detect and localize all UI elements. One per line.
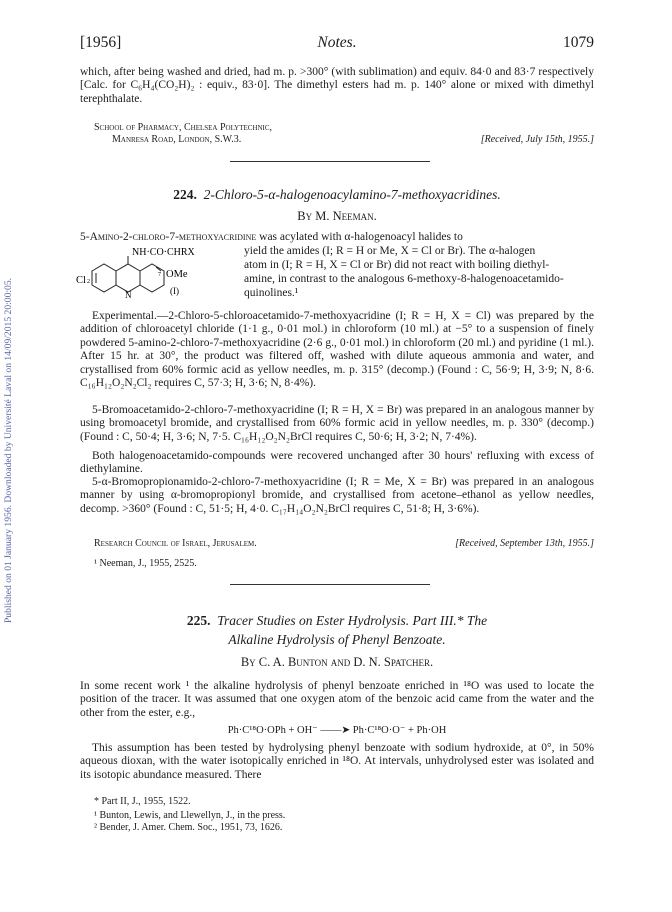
header-page-number: 1079 bbox=[563, 34, 594, 51]
structure-chlorine-label: Cl bbox=[76, 275, 86, 286]
note-224-experimental-1: Experimental.—2-Chloro-5-chloroacetamido-7-methoxyacridine (I; R = H, X = Cl) was prepared by the addition of chloroacetyl chloride (1·1 g., 0·01 mol.) in chloroform (10 ml.) at −5° to a suspension of finely powdered 5-amino-2-chloro-7-methoxyacridine (2·6 g., 0·01 mol.) in chloroform (20 ml.) and pyridine (1 ml.). After 15 hr. at 30°, the product was filtered off, washed with dilute aqueous ammonia and water, and crystallised from 60% formic acid as yellow needles, m. p. 315° (decomp.) (Found : C, 56·9; H, 3·9; N, 8·6. C₁₆H₁₂O₂N₂Cl₂ requires C, 57·3; H, 3·6; N, 8·4%). bbox=[80, 310, 594, 390]
note-225-footnote-1: ¹ Bunton, Lewis, and Llewellyn, J., in the press. bbox=[94, 810, 286, 821]
note-224-affiliation: Research Council of Israel, Jerusalem. bbox=[94, 538, 257, 549]
structure-substituent-label: NH·CO·CHRX bbox=[132, 247, 195, 258]
note-224-wrap-line-2: atom in (I; R = H, X = Cl or Br) did not react with boiling diethyl- bbox=[244, 259, 550, 271]
header-year: [1956] bbox=[80, 34, 122, 51]
note-225-footnote-2: ² Bender, J. Amer. Chem. Soc., 1951, 73, 1626. bbox=[94, 822, 283, 833]
previous-note-affiliation-1: School of Pharmacy, Chelsea Polytechnic, bbox=[94, 122, 273, 133]
note-225-footnote-star: * Part II, J., 1955, 1522. bbox=[94, 796, 191, 807]
header-section: Notes. bbox=[317, 34, 357, 51]
structure-position-2: 2 bbox=[87, 279, 90, 285]
previous-note-text: which, after being washed and dried, had m. p. >300° (with sublimation) and equiv. 84·0 and 83·7 respectively [Calc. for C₆H₄(CO₂H)₂ : equiv., 83·0]. The dimethyl esters had m. p. 140° alone or mixed with dimethyl terephthalate. bbox=[80, 66, 594, 105]
note-224-number: 224. bbox=[173, 187, 197, 202]
note-225-authors: By C. A. Bunton and D. N. Spatcher. bbox=[240, 655, 434, 669]
note-225-title-line-2: Alkaline Hydrolysis of Phenyl Benzoate. bbox=[228, 632, 446, 647]
section-divider-2 bbox=[230, 584, 430, 585]
note-224-intro-compound: 5-Amino-2-chloro-7-methoxyacridine bbox=[80, 231, 257, 243]
note-225-paragraph-2: This assumption has been tested by hydrolysing phenyl benzoate with sodium hydroxide, at 0°, in 50% aqueous dioxan, with the water isotopically enriched in ¹⁸O. At intervals, unhydrolysed ester was isolated and its isotopic abundance measured. There bbox=[80, 742, 594, 781]
note-225-paragraph-1: In some recent work ¹ the alkaline hydrolysis of phenyl benzoate enriched in ¹⁸O was used to locate the position of the tracer. It was assumed that one oxygen atom of the benzoic acid came from the water and the other from the ester, e.g., bbox=[80, 680, 594, 719]
note-224-experimental-4: 5-α-Bromopropionamido-2-chloro-7-methoxyacridine (I; R = Me, X = Br) was prepared in an analogous manner by using α-bromopropionyl bromide, and crystallised from acetone–ethanol as yellow needles, decomp. >360° (Found : C, 51·5; H, 4·0. C₁₇H₁₄O₂N₂BrCl requires C, 51·8; H, 3·6%). bbox=[80, 476, 594, 515]
note-225-number: 225. bbox=[186, 613, 211, 628]
note-224-intro-text: was acylated with α-halogenoacyl halides to bbox=[256, 231, 463, 243]
note-224-received: [Received, September 13th, 1955.] bbox=[455, 538, 594, 549]
note-224-author: By M. Neeman. bbox=[297, 209, 377, 223]
previous-note-affiliation-2: Manresa Road, London, S.W.3. bbox=[112, 134, 242, 145]
note-224-wrap-line-1: yield the amides (I; R = H or Me, X = Cl or Br). The α-halogen bbox=[244, 245, 536, 257]
note-224-wrap-line-4: quinolines.¹ bbox=[244, 287, 299, 299]
note-224-experimental-2: 5-Bromoacetamido-2-chloro-7-methoxyacridine (I; R = H, X = Br) was prepared in an analogous manner by using bromoacetyl bromide, and crystallised from 60% formic acid in yellow needles, m. p. 330° (decomp.) (Found : C, 50·4; H, 3·6; N, 7·5. C₁₆H₁₂O₂N₂BrCl requires C, 50·6; H, 3·2; N, 7·4%). bbox=[80, 404, 594, 443]
note-224-heading bbox=[80, 186, 594, 203]
structure-position-7: 7 bbox=[158, 272, 161, 278]
note-224-intro bbox=[80, 231, 594, 244]
previous-note-received: [Received, July 15th, 1955.] bbox=[480, 134, 594, 145]
acridine-structure-diagram bbox=[72, 244, 222, 306]
previous-note-tail bbox=[80, 66, 594, 106]
section-divider bbox=[230, 161, 430, 162]
note-225-equation: Ph·C¹⁸O·OPh + OH⁻ ——➤ Ph·C¹⁸O·O⁻ + Ph·OH bbox=[227, 725, 447, 736]
note-225-heading bbox=[80, 612, 594, 629]
note-224-title: 2-Chloro-5-α-halogenoacylamino-7-methoxyacridines. bbox=[203, 187, 501, 202]
running-header bbox=[80, 34, 594, 54]
structure-methoxy-label: OMe bbox=[166, 269, 188, 280]
note-224-footnote: ¹ Neeman, J., 1955, 2525. bbox=[94, 558, 197, 569]
download-watermark bbox=[1, 150, 17, 750]
note-225-title-line-1: Tracer Studies on Ester Hydrolysis. Part III.* The bbox=[217, 613, 488, 628]
note-224-experimental-3: Both halogenoacetamido-compounds were recovered unchanged after 30 hours' refluxing with excess of diethylamine. bbox=[80, 450, 594, 476]
note-224-wrap-line-3: amine, in contrast to the analogous 6-methoxy-8-halogenoacetamido- bbox=[244, 273, 564, 285]
structure-nitrogen-label: N bbox=[125, 290, 132, 300]
structure-compound-label: (I) bbox=[170, 286, 179, 296]
download-watermark-text: Published on 01 January 1956. Downloaded by Université Laval on 14/09/2015 20:00:05. bbox=[3, 277, 15, 623]
